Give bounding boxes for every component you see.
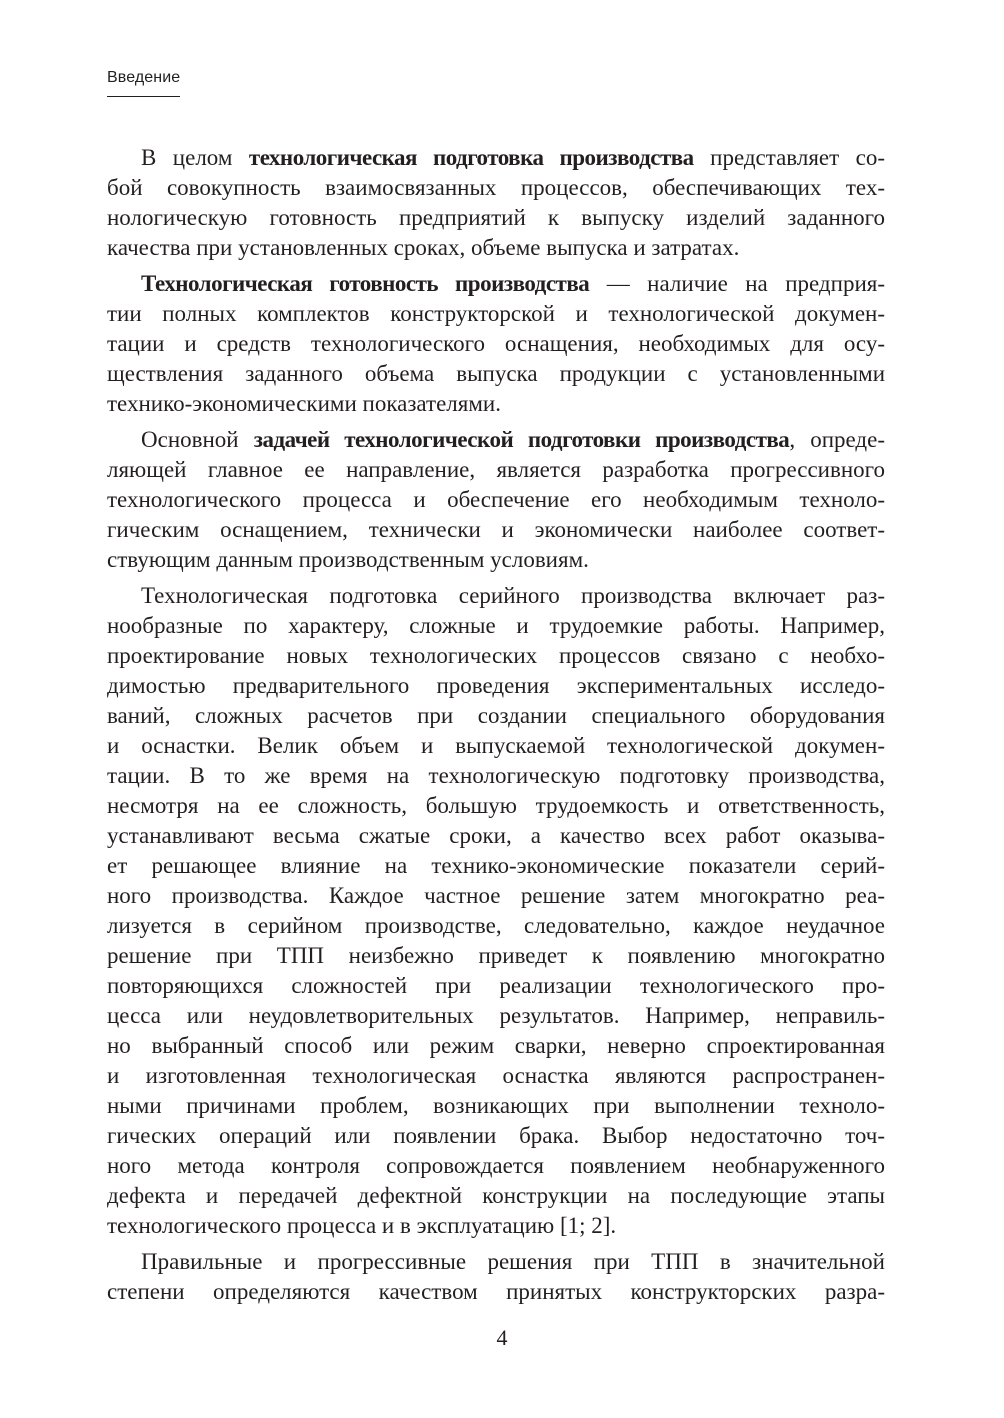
text-run: — наличие на предприя- — [589, 271, 885, 296]
text-run: ного производства. Каждое частное решение затем многократно реа- — [107, 883, 885, 908]
text-run: технологического процесса и в эксплуатацию [1; 2]. — [107, 1213, 617, 1238]
text-run: качества при установленных сроках, объеме выпуска и затратах. — [107, 235, 740, 260]
text-run: повторяющихся сложностей при реализации технологического про- — [107, 973, 885, 998]
text-line — [107, 143, 885, 173]
text-run: технико-экономическими показателями. — [107, 391, 501, 416]
text-run: лизуется в серийном производстве, следовательно, каждое неудачное — [107, 913, 885, 938]
text-line — [107, 791, 885, 821]
text-run: ляющей главное ее направление, является разработка прогрессивного — [107, 457, 885, 482]
text-run: технологического процесса и обеспечение его необходимым техноло- — [107, 487, 885, 512]
text-run: дефекта и передачей дефектной конструкции на последующие этапы — [107, 1183, 885, 1208]
text-run: степени определяются качеством принятых конструкторских разра- — [107, 1279, 885, 1304]
text-run: димостью предварительного проведения экспериментальных исследо- — [107, 673, 885, 698]
text-line — [107, 821, 885, 851]
text-run: ваний, сложных расчетов при создании специального оборудования — [107, 703, 885, 728]
text-run: бой совокупность взаимосвязанных процессов, обеспечивающих тех- — [107, 175, 885, 200]
text-run: и оснастки. Велик объем и выпускаемой технологической докумен- — [107, 733, 885, 758]
text-run: ного метода контроля сопровождается появлением необнаруженного — [107, 1153, 885, 1178]
text-line — [107, 731, 885, 761]
text-line — [107, 425, 885, 455]
text-line — [107, 641, 885, 671]
text-run: решение при ТПП неизбежно приведет к появлению многократно — [107, 943, 885, 968]
text-line — [107, 1091, 885, 1121]
text-line — [107, 329, 885, 359]
page-number: 4 — [496, 1325, 508, 1350]
text-line — [107, 269, 885, 299]
text-line — [107, 173, 885, 203]
text-line — [107, 515, 885, 545]
text-line — [107, 851, 885, 881]
text-line — [107, 1061, 885, 1091]
text-run: но выбранный способ или режим сварки, неверно спроектированная — [107, 1033, 885, 1058]
text-line — [107, 911, 885, 941]
text-line — [107, 1277, 885, 1307]
paragraph — [107, 1247, 885, 1307]
text-line — [107, 881, 885, 911]
text-run: и изготовленная технологическая оснастка являются распространен- — [107, 1063, 885, 1088]
paragraph — [107, 143, 885, 263]
text-line — [107, 611, 885, 641]
text-line — [107, 389, 885, 419]
text-line — [107, 1181, 885, 1211]
text-run: ными причинами проблем, возникающих при выполнении техноло- — [107, 1093, 885, 1118]
text-line — [107, 299, 885, 329]
text-run: тации и средств технологического оснащения, необходимых для осу- — [107, 331, 885, 356]
body-text — [107, 143, 885, 1313]
text-run: устанавливают весьма сжатые сроки, а качество всех работ оказыва- — [107, 823, 885, 848]
paragraph — [107, 269, 885, 419]
text-run: Основной — [141, 427, 254, 452]
text-line — [107, 941, 885, 971]
text-run: проектирование новых технологических процессов связано с необхо- — [107, 643, 885, 668]
text-run: ствующим данным производственным условиям. — [107, 547, 589, 572]
text-line — [107, 761, 885, 791]
text-line — [107, 455, 885, 485]
text-run: нообразные по характеру, сложные и трудоемкие работы. Например, — [107, 613, 885, 638]
text-line — [107, 1031, 885, 1061]
text-line — [107, 1151, 885, 1181]
text-run: Технологическая подготовка серийного производства включает раз- — [141, 583, 885, 608]
text-run: представляет со- — [693, 145, 886, 170]
paragraph — [107, 425, 885, 575]
text-run: ществления заданного объема выпуска продукции с установленными — [107, 361, 885, 386]
text-run: тации. В то же время на технологическую подготовку производства, — [107, 763, 885, 788]
text-run: ет решающее влияние на технико-экономические показатели серий- — [107, 853, 885, 878]
text-line — [107, 1001, 885, 1031]
text-run: гическим оснащением, технически и экономически наиболее соответ- — [107, 517, 885, 542]
text-line — [107, 1121, 885, 1151]
text-line — [107, 581, 885, 611]
text-run: , опреде- — [789, 427, 885, 452]
text-run: гических операций или появлении брака. Выбор недостаточно точ- — [107, 1123, 885, 1148]
text-line — [107, 671, 885, 701]
text-run: нологическую готовность предприятий к выпуску изделий заданного — [107, 205, 885, 230]
bold-term: технологическая подготовка производства — [248, 145, 694, 170]
text-line — [107, 233, 885, 263]
text-run: цесса или неудовлетворительных результатов. Например, неправиль- — [107, 1003, 885, 1028]
text-line — [107, 545, 885, 575]
text-run: тии полных комплектов конструкторской и технологической докумен- — [107, 301, 885, 326]
text-run: несмотря на ее сложность, большую трудоемкость и ответственность, — [107, 793, 885, 818]
text-line — [107, 971, 885, 1001]
text-line — [107, 359, 885, 389]
text-line — [107, 1247, 885, 1277]
text-run: Правильные и прогрессивные решения при ТПП в значительной — [141, 1249, 885, 1274]
bold-term: задачей технологической подготовки производства — [253, 427, 790, 452]
bold-term: Технологическая готовность производства — [141, 271, 590, 296]
text-line — [107, 203, 885, 233]
running-head: Введение — [107, 66, 180, 97]
text-run: В целом — [141, 145, 249, 170]
paragraph — [107, 581, 885, 1241]
text-line — [107, 485, 885, 515]
text-line — [107, 1211, 885, 1241]
text-line — [107, 701, 885, 731]
